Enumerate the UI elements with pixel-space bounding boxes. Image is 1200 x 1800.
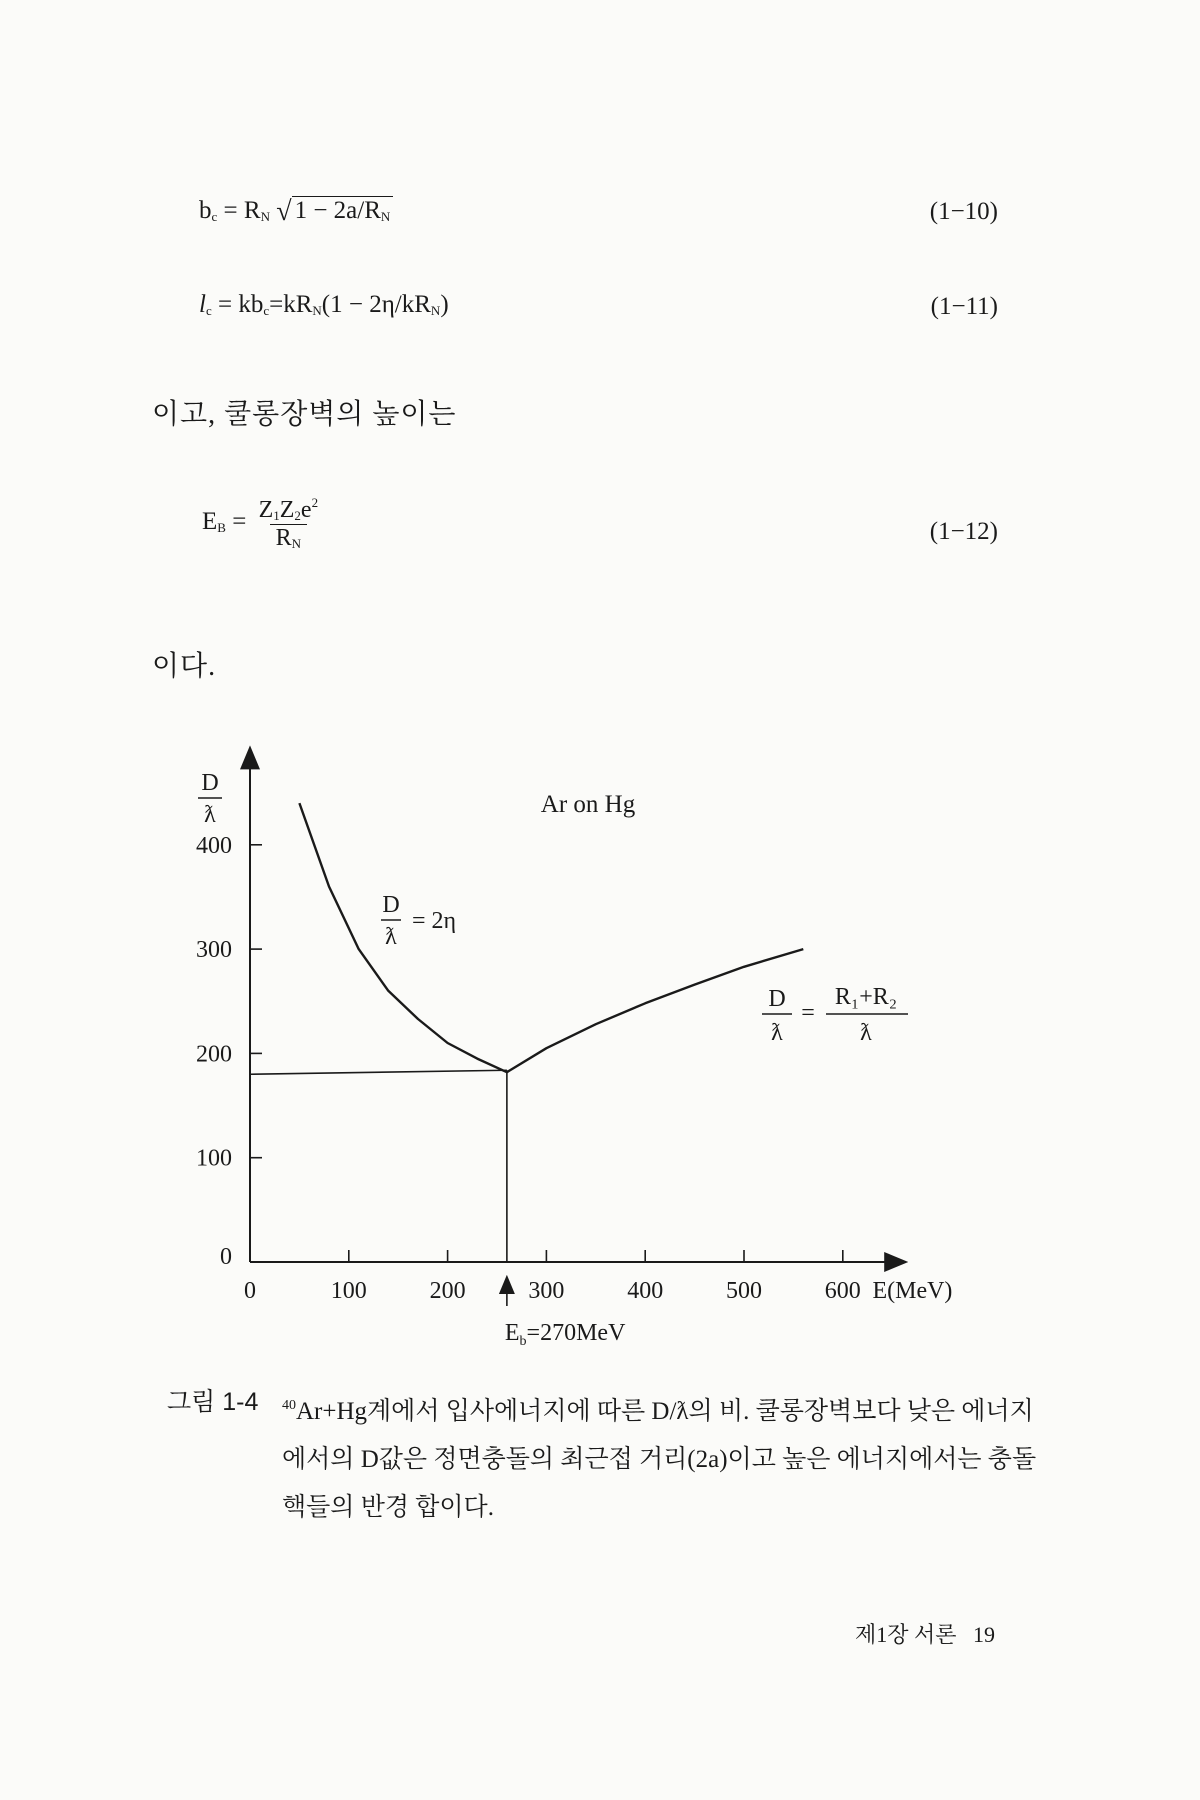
equation-1-10: $b_c = R_N$ √ $1 - 2a/R_N$ xyxy=(199,196,393,228)
caption-superscript: 40 xyxy=(282,1398,296,1413)
curve2-label-denominator-right: ƛ xyxy=(860,1020,872,1046)
equation-number-1-10: (1−10) xyxy=(929,198,998,225)
series-line-2 xyxy=(507,949,803,1072)
x-tick-label: 0 xyxy=(244,1278,256,1304)
eb-label: $E_b=270MeV$ xyxy=(504,1320,626,1349)
curve2-label-numerator: D xyxy=(768,986,786,1012)
curve2-label-sum: R₁+R₂ xyxy=(834,984,898,1010)
y-axis-label-denominator: ƛ xyxy=(204,802,216,828)
figure-caption xyxy=(282,1382,1052,1532)
intro-text: 이고, 쿨롱장벽의 높이는 xyxy=(152,399,457,430)
curve1-label-numerator: D xyxy=(382,892,400,918)
equation-1-11: $l_c = kb_c=kR_N(1 - 2\eta/kR_N)$ xyxy=(199,291,449,318)
y-axis-label-numerator: D xyxy=(201,770,219,796)
curve2-label-equals: = xyxy=(801,1000,815,1026)
eb-label-subscript: b xyxy=(519,1334,527,1349)
reference-line-horizontal xyxy=(250,1070,507,1074)
after-text: 이다. xyxy=(152,651,217,682)
chart-title: Ar on Hg xyxy=(540,791,636,818)
page-number: 19 xyxy=(973,1622,995,1647)
x-tick-label: 100 xyxy=(330,1278,367,1304)
page-footer xyxy=(855,1618,995,1649)
y-tick-label: 0 xyxy=(220,1244,232,1270)
x-tick-label: 300 xyxy=(528,1278,565,1304)
x-tick-label: 500 xyxy=(726,1278,762,1304)
x-tick-label: 200 xyxy=(429,1278,466,1304)
y-tick-label: 200 xyxy=(196,1041,232,1068)
y-tick-label: 100 xyxy=(196,1145,232,1172)
eb-label-value: =270MeV xyxy=(526,1320,626,1346)
x-tick-label: 600 xyxy=(824,1278,861,1304)
chapter-title: 제1장 서론 xyxy=(854,1622,957,1647)
curve2-label-denominator: ƛ xyxy=(771,1020,783,1046)
caption-text: Ar+Hg계에서 입사에너지에 따른 D/ƛ의 비. 쿨롱장벽보다 낮은 에너지에서의 D값은 정면충돌의 최근접 거리(2a)이고 높은 에너지에서는 충돌 핵들의 반경 합이다. xyxy=(282,1398,1037,1521)
curve1-label: = 2η xyxy=(412,908,457,934)
y-tick-label: 300 xyxy=(196,937,232,964)
x-tick-label: 400 xyxy=(627,1278,664,1304)
equation-number-1-12: (1−12) xyxy=(929,518,998,545)
equation-1-12: $E_B$ = $\frac{Z_1Z_2e^2}{R_N}$ xyxy=(202,495,319,551)
figure-label: 그림 1-4 xyxy=(167,1388,259,1416)
x-axis-label: E(MeV) xyxy=(872,1278,953,1304)
y-tick-label: 400 xyxy=(196,832,232,859)
curve1-label-denominator: ƛ xyxy=(385,924,397,950)
equation-number-1-11: (1−11) xyxy=(930,293,998,320)
series-line-1 xyxy=(299,803,507,1072)
